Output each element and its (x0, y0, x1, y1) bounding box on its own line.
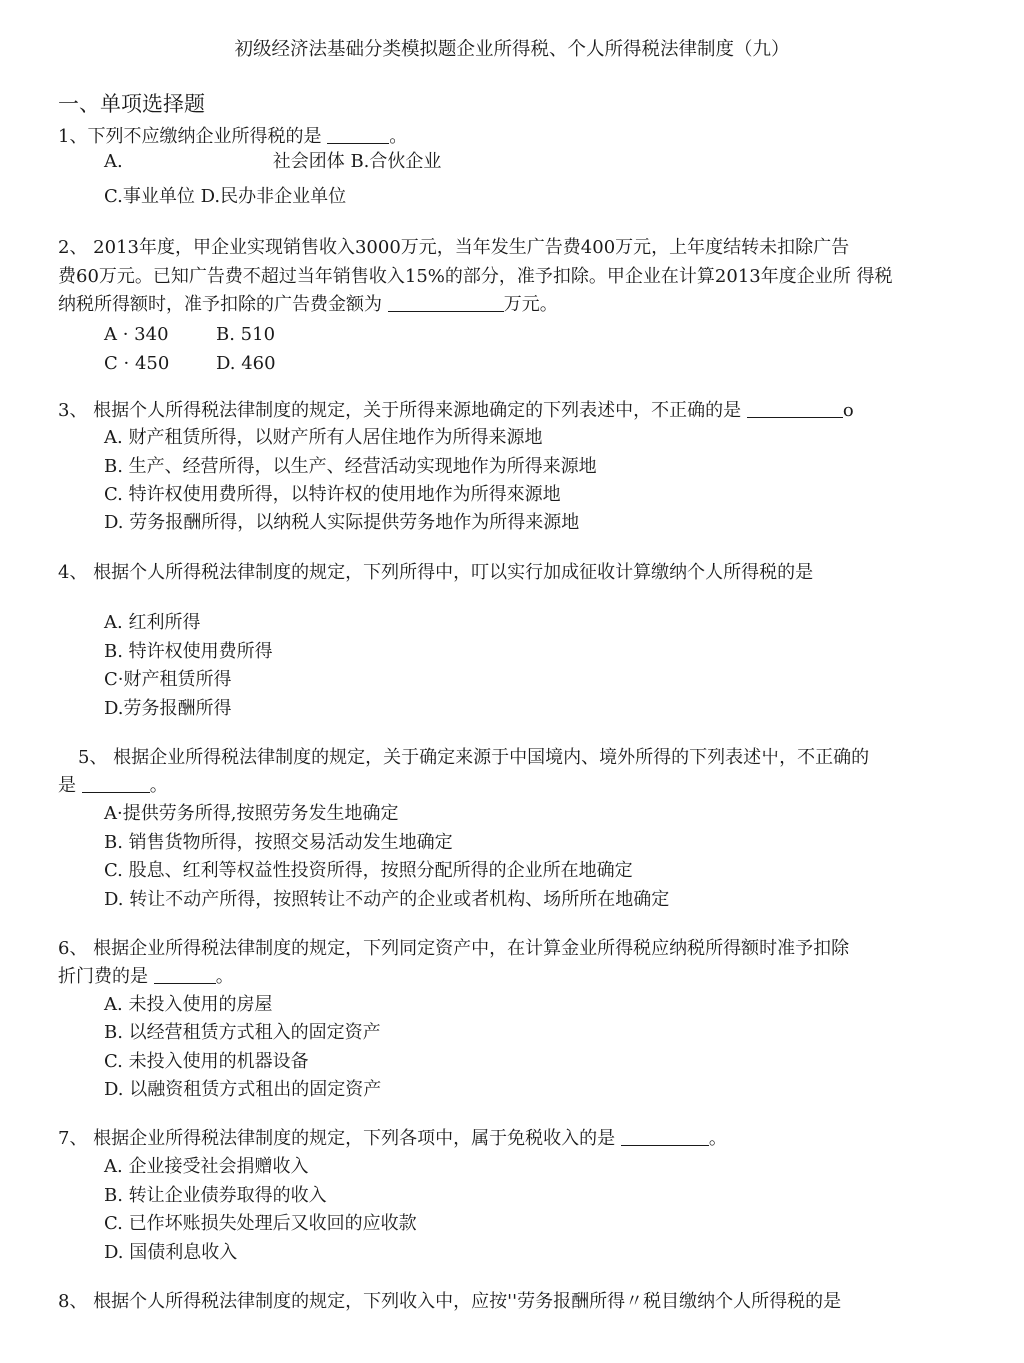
question-4-option: A. 红利所得 (104, 612, 201, 633)
question-7-option: B. 转让企业债券取得的收入 (104, 1185, 327, 1206)
question-5-option: B. 销售货物所得，按照交易活动发生地确定 (104, 832, 453, 853)
question-7-option: D. 国债利息收入 (104, 1242, 238, 1263)
question-3-option: D. 劳务报酬所得，以纳税人实际提供劳务地作为所得来源地 (104, 512, 580, 533)
question-5-stem-line: 5、 根据企业所得税法律制度的规定，关于确定来源于中国境内、境外所得的下列表述屮，不正确的 (78, 747, 870, 768)
question-3-option: B. 生产、经营所得，以生产、经营活动实现地作为所得来源地 (104, 456, 597, 477)
question-1-option: A. 社会团体 B.合伙企业 (104, 151, 442, 172)
question-8-stem: 8、 根据个人所得税法律制度的规定，下列收入中，应按''劳务报酬所得〃税目缴纳个人所得税的是 (58, 1291, 842, 1312)
question-2-option: B. 510 (216, 324, 276, 345)
question-2-option: A · 340 (104, 324, 169, 345)
question-7-stem: 7、 根据企业所得税法律制度的规定，下列各项中，属于免税收入的是 。 (58, 1128, 727, 1149)
section-heading: 一、单项选择题 (58, 92, 205, 116)
answer-blank (388, 293, 504, 312)
question-5-option: D. 转让不动产所得，按照转让不动产的企业或者机构、场所所在地确定 (104, 889, 670, 910)
answer-blank (327, 125, 389, 144)
question-2-stem-line: 纳税所得额时，准予扣除的广告费金额为 万元。 (58, 294, 558, 315)
answer-blank (747, 399, 843, 418)
question-6-option: B. 以经营租赁方式租入的固定资产 (104, 1022, 381, 1043)
question-6-option: C. 未投入使用的机器设备 (104, 1051, 309, 1072)
question-4-option: B. 特许权使用费所得 (104, 641, 273, 662)
question-3-option: A. 财产租赁所得，以财产所有人居住地作为所得来源地 (104, 427, 543, 448)
question-5-option: A·提供劳务所得,按照劳务发生地确定 (104, 803, 399, 824)
question-4-option: C·财产租赁所得 (104, 669, 232, 690)
question-7-option: A. 企业接受社会捐赠收入 (104, 1156, 309, 1177)
answer-blank (154, 965, 216, 984)
question-6-stem-line: 折门费的是 。 (58, 966, 234, 987)
question-4-stem: 4、 根据个人所得税法律制度的规定，下列所得中，叮以实行加成征收计算缴纳个人所得税的是 (58, 562, 814, 583)
page-title: 初级经济法基础分类模拟题企业所得税、个人所得税法律制度（九） (234, 39, 790, 60)
question-5-stem-line: 是 。 (58, 775, 168, 796)
question-6-option: D. 以融资租赁方式租出的固定资产 (104, 1079, 382, 1100)
question-3-stem: 3、 根据个人所得税法律制度的规定，关于所得来源地确定的下列表述中，不正确的是 o (58, 400, 854, 421)
question-1-option: C.事业单位 D.民办非企业单位 (104, 186, 347, 207)
question-2-stem-line: 2、 2013年度，甲企业实现销售收入3000万元，当年发生广告费400万元，上年度结转未扣除广告 (58, 237, 850, 258)
question-4-option: D.劳务报酬所得 (104, 698, 232, 719)
question-2-stem-line: 费60万元。已知广告费不超过当年销售收入15%的部分，准予扣除。甲企业在计算2013年度企业所 得税 (58, 266, 893, 287)
answer-blank (82, 774, 150, 793)
question-6-option: A. 未投入使用的房屋 (104, 994, 273, 1015)
question-7-option: C. 已作坏账损失处理后又收回的应收款 (104, 1213, 417, 1234)
question-6-stem-line: 6、 根据企业所得税法律制度的规定，下列同定资产中，在计算金业所得税应纳税所得额时准予扣除 (58, 938, 850, 959)
question-2-option: C · 450 (104, 353, 170, 374)
question-3-option: C. 特许权使用费所得，以特许权的使用地作为所得來源地 (104, 484, 561, 505)
answer-blank (621, 1127, 709, 1146)
question-2-option: D. 460 (216, 353, 276, 374)
question-1-stem: 1、下列不应缴纳企业所得税的是 。 (58, 126, 408, 147)
question-5-option: C. 股息、红利等权益性投资所得，按照分配所得的企业所在地确定 (104, 860, 633, 881)
